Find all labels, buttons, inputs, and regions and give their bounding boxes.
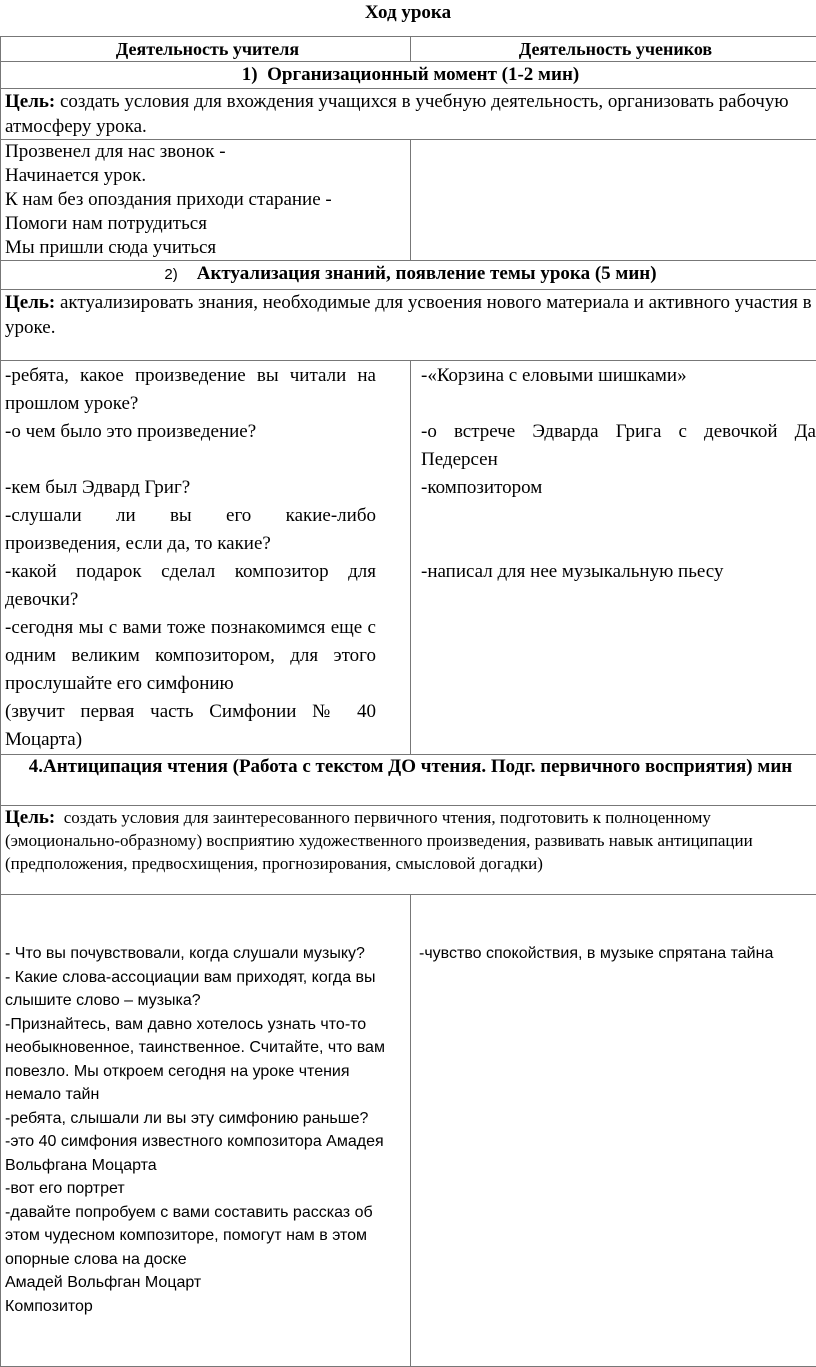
page-title: Ход урока	[0, 2, 816, 24]
table-header-row	[1, 37, 816, 62]
section1-goal	[1, 89, 816, 140]
section4-teacher-cell	[1, 895, 411, 1367]
student-line: -чувство спокойствия, в музыке спрятана тайна	[419, 942, 816, 966]
student-answer: -о встрече Эдварда Грига с девочкой Да Педерсен	[421, 418, 816, 474]
student-answer: -«Корзина с еловыми шишками»	[421, 362, 816, 390]
section1-goal-row	[1, 89, 816, 140]
section4-students-cell	[411, 895, 816, 1367]
section2-title-row	[1, 261, 816, 290]
section2-title	[1, 261, 816, 290]
section1-title-row	[1, 62, 816, 89]
section1-goal-text: создать условия для вхождения учащихся в учебную деятельность, организовать рабочую атмосферу урока.	[5, 91, 789, 137]
students-column-header: Деятельность учеников	[411, 37, 816, 62]
section2-goal-label: Цель:	[5, 292, 55, 313]
section4-title-row	[1, 755, 816, 806]
teacher-line: Композитор	[5, 1295, 404, 1319]
teacher-line: -это 40 симфония известного композитора Амадея Вольфгана Моцарта	[5, 1130, 404, 1177]
section2-goal-text: актуализировать знания, необходимые для усвоения нового материала и активного участия в уроке.	[5, 292, 812, 338]
section1-title	[1, 62, 816, 89]
section4-goal	[1, 806, 816, 895]
lesson-table	[0, 36, 816, 1367]
teacher-line: - Какие слова-ассоциации вам приходят, когда вы слышите слово – музыка?	[5, 966, 404, 1013]
poem-line: Прозвенел для нас звонок -	[5, 140, 410, 164]
teacher-line: - Что вы почувствовали, когда слушали музыку?	[5, 942, 404, 966]
section1-number: 1)	[242, 64, 258, 85]
section1-content-row	[1, 140, 816, 261]
section2-title-text: Актуализация знаний, появление темы урока (5 мин)	[197, 263, 657, 284]
poem-line: Начинается урок.	[5, 164, 410, 188]
section1-students-cell	[411, 140, 816, 261]
section4-goal-row	[1, 806, 816, 895]
teacher-line: Амадей Вольфган Моцарт	[5, 1271, 404, 1295]
teacher-line: -вот его портрет	[5, 1177, 404, 1201]
teacher-column-header: Деятельность учителя	[1, 37, 411, 62]
section2-number: 2)	[164, 266, 177, 283]
section2-content-row	[1, 361, 816, 755]
teacher-question: -слушали ли вы его какие-либо произведения, если да, то какие?	[5, 502, 376, 558]
student-answer: -композитором	[421, 474, 816, 502]
poem-line: К нам без опоздания приходи старание -	[5, 188, 410, 212]
section2-students-cell	[411, 361, 816, 755]
section4-goal-label: Цель:	[5, 807, 55, 828]
section4-title: 4.Антиципация чтения (Работа с текстом ДО чтения. Подг. первичного восприятия) мин	[1, 755, 816, 806]
teacher-line: -давайте попробуем с вами составить рассказ об этом чудесном композиторе, помогут нам в этом опорные слова на доске	[5, 1201, 404, 1272]
section4-goal-text: создать условия для заинтересованного первичного чтения, подготовить к полноценному (эмоционально-образному) восприятию художественного произведения, развивать навык антиципации (предположения, предвосхищения, прогнозирования, смысловой догадки)	[5, 808, 753, 873]
teacher-question: -какой подарок сделал композитор для девочки?	[5, 558, 376, 614]
section2-goal	[1, 290, 816, 361]
poem-line: Мы пришли сюда учиться	[5, 236, 410, 260]
teacher-question: -о чем было это произведение?	[5, 418, 376, 446]
section1-title-text: Организационный момент (1-2 мин)	[267, 64, 579, 85]
section1-goal-label: Цель:	[5, 91, 55, 112]
section2-teacher-cell	[1, 361, 411, 755]
section2-goal-row	[1, 290, 816, 361]
section1-teacher-cell	[1, 140, 411, 261]
section4-content-row	[1, 895, 816, 1367]
poem-line: Помоги нам потрудиться	[5, 212, 410, 236]
teacher-question: -сегодня мы с вами тоже познакомимся еще с одним великим композитором, для этого прослушайте его симфонию	[5, 614, 376, 698]
teacher-line: -ребята, слышали ли вы эту симфонию раньше?	[5, 1107, 404, 1131]
teacher-question: -кем был Эдвард Григ?	[5, 474, 376, 502]
teacher-question: (звучит первая часть Симфонии № 40 Моцарта)	[5, 698, 376, 754]
teacher-question: -ребята, какое произведение вы читали на прошлом уроке?	[5, 362, 376, 418]
teacher-line: -Признайтесь, вам давно хотелось узнать что-то необыкновенное, таинственное. Считайте, что вам повезло. Мы откроем сегодня на уроке чтения немало тайн	[5, 1013, 404, 1107]
student-answer: -написал для нее музыкальную пьесу	[421, 558, 816, 586]
